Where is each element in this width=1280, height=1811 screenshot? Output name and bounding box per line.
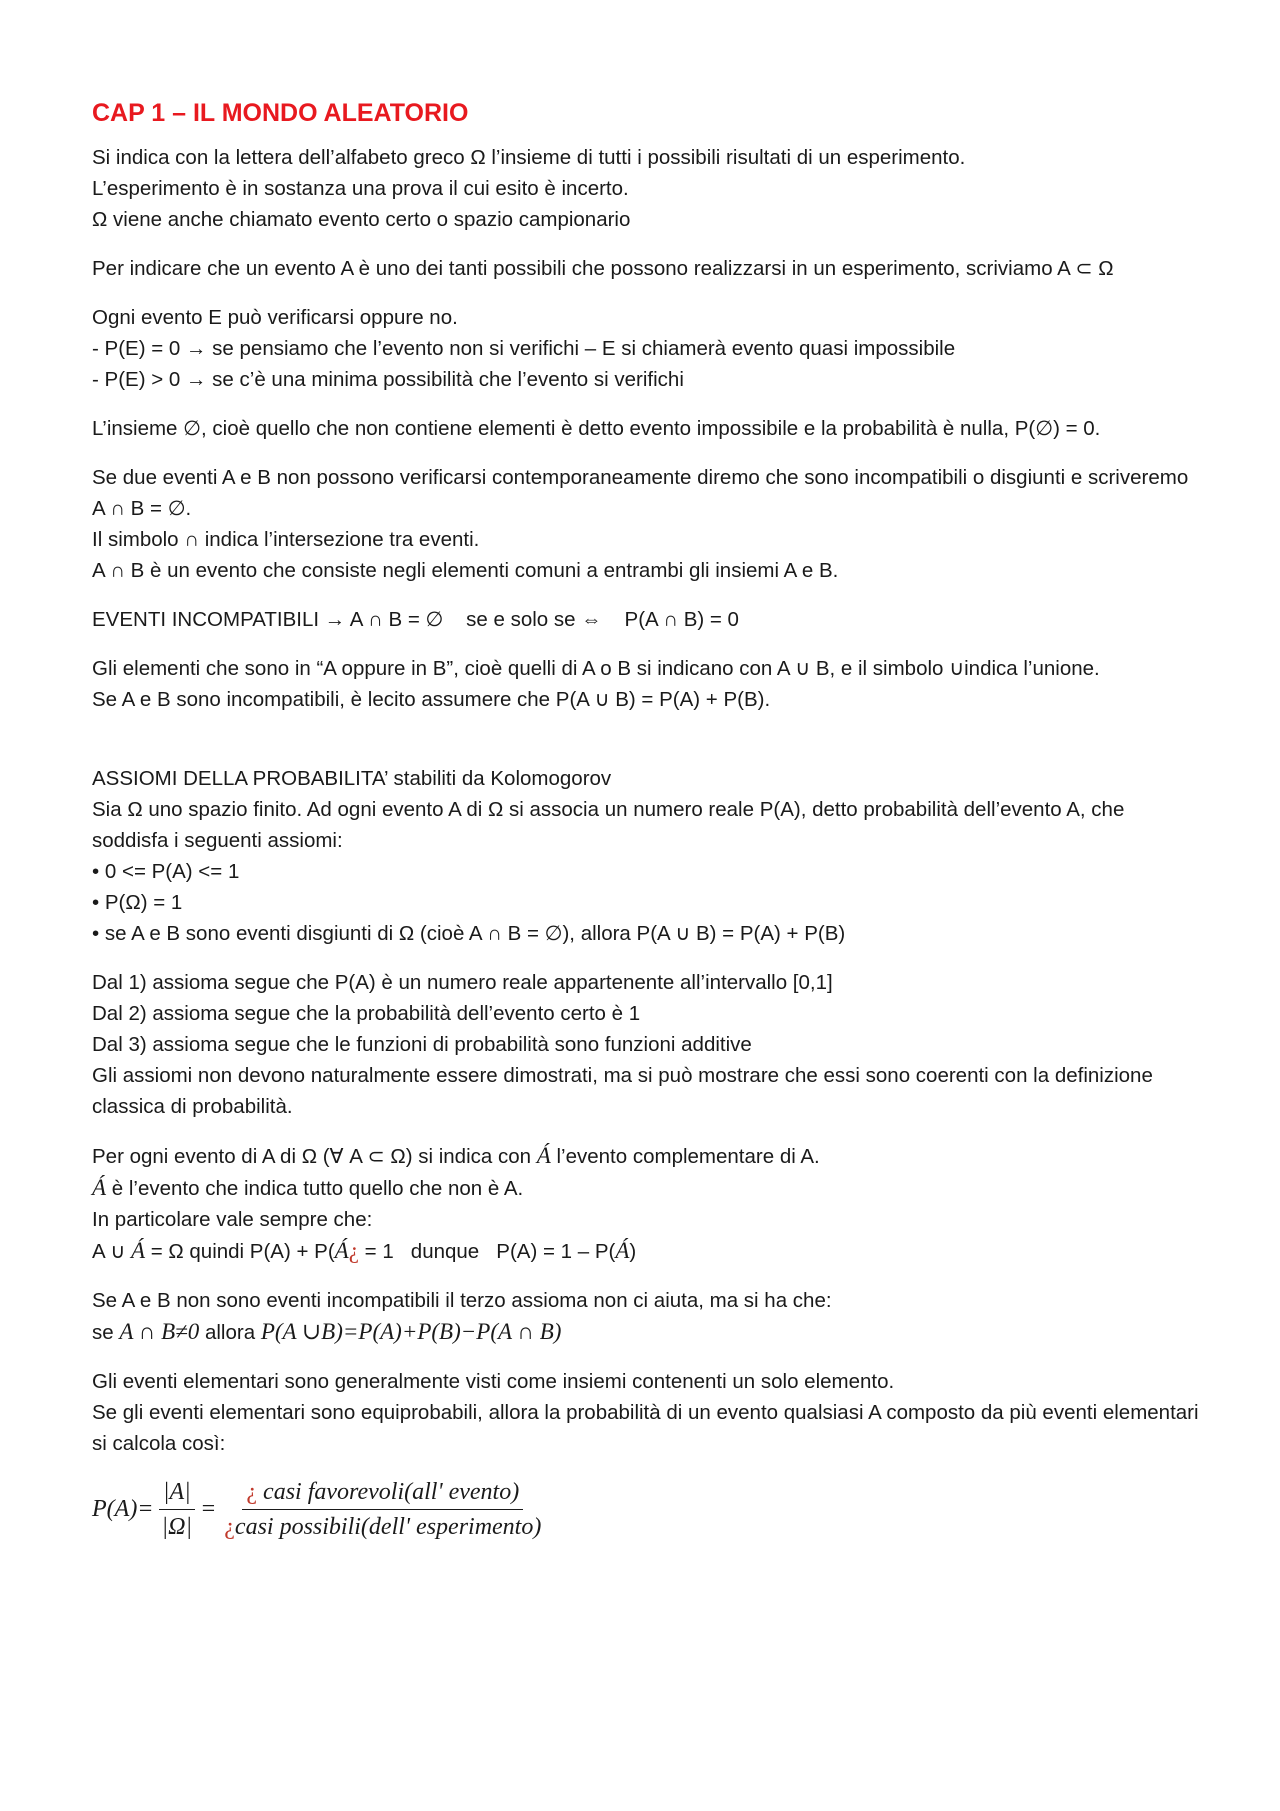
text-fragment: l’evento complementare di A. bbox=[550, 1145, 820, 1168]
text-fragment: casi possibili(dell' esperimento) bbox=[234, 1514, 542, 1540]
text-fragment: è l’evento che indica tutto quello che non è A. bbox=[106, 1177, 524, 1200]
text-line: - P(E) = 0 → se pensiamo che l’evento non si verifichi – E si chiamerà evento quasi impossibile bbox=[92, 337, 956, 360]
text-line bbox=[92, 1235, 1202, 1267]
formula-equals: = bbox=[200, 1496, 217, 1522]
text-line: Se due eventi A e B non possono verificarsi contemporaneamente diremo che sono incompatibili o disgiunti e scriveremo A ∩ B = ∅. bbox=[92, 466, 1189, 520]
text-line: Gli elementi che sono in “A oppure in B”, cioè quelli di A o B si indicano con A ∪ B, e il simbolo ∪indica l’unione. bbox=[92, 657, 1100, 680]
fraction-denominator: |Ω| bbox=[161, 1514, 193, 1540]
intro-paragraph bbox=[92, 142, 1202, 235]
spacer bbox=[92, 733, 1202, 763]
text-fragment: casi favorevoli(all' evento) bbox=[257, 1479, 520, 1505]
probability-formula bbox=[92, 1477, 1202, 1542]
union-paragraph bbox=[92, 653, 1202, 715]
non-incompatible-paragraph bbox=[92, 1285, 1202, 1348]
subset-paragraph bbox=[92, 253, 1202, 284]
text-fragment: allora bbox=[199, 1321, 261, 1344]
a-complement-symbol: Á bbox=[334, 1238, 349, 1263]
text-line: In particolare vale sempre che: bbox=[92, 1208, 373, 1231]
fraction-cardinality bbox=[158, 1477, 197, 1542]
text-fragment: se bbox=[92, 1321, 120, 1344]
math-expression: A ∩ B≠0 bbox=[119, 1319, 200, 1344]
axiom-item: • se A e B sono eventi disgiunti di Ω (cioè A ∩ B = ∅), allora P(A ∪ B) = P(A) + P(B) bbox=[92, 922, 846, 945]
text-line: Sia Ω uno spazio finito. Ad ogni evento A di Ω si associa un numero reale P(A), detto probabilità dell’evento A, che soddisfa i seguenti assiomi: bbox=[92, 798, 1125, 852]
text-line: Dal 3) assioma segue che le funzioni di probabilità sono funzioni additive bbox=[92, 1033, 752, 1056]
text-line: Se gli eventi elementari sono equiprobabili, allora la probabilità di un evento qualsiasi A composto da più eventi elementari si calcola così: bbox=[92, 1401, 1199, 1455]
text-line: Se A e B sono incompatibili, è lecito assumere che P(A ∪ B) = P(A) + P(B). bbox=[92, 688, 771, 711]
text-line: Il simbolo ∩ indica l’intersezione tra eventi. bbox=[92, 528, 480, 551]
fraction-numerator bbox=[242, 1477, 523, 1510]
a-complement-symbol: Á bbox=[92, 1175, 107, 1200]
text-line: - P(E) > 0 → se c’è una minima possibilità che l’evento si verifichi bbox=[92, 368, 684, 391]
text-line: L’esperimento è in sostanza una prova il cui esito è incerto. bbox=[92, 177, 629, 200]
text-line: Gli eventi elementari sono generalmente visti come insiemi contenenti un solo elemento. bbox=[92, 1370, 895, 1393]
text-fragment: A ∪ bbox=[92, 1240, 131, 1263]
text-line: Per indicare che un evento A è uno dei tanti possibili che possono realizzarsi in un esperimento, scriviamo A ⊂ Ω bbox=[92, 257, 1114, 280]
axiom-item: • 0 <= P(A) <= 1 bbox=[92, 860, 240, 883]
a-complement-symbol: Á bbox=[536, 1143, 551, 1168]
disjoint-paragraph bbox=[92, 462, 1202, 586]
chapter-title: CAP 1 – IL MONDO ALEATORIO bbox=[92, 99, 469, 127]
axiom-item: • P(Ω) = 1 bbox=[92, 891, 183, 914]
axioms-heading: ASSIOMI DELLA PROBABILITA’ stabiliti da Kolomogorov bbox=[92, 767, 612, 790]
elementary-paragraph bbox=[92, 1366, 1202, 1459]
placeholder-glyph: ¿ bbox=[348, 1238, 359, 1263]
incompatible-paragraph bbox=[92, 604, 1202, 635]
axioms-section bbox=[92, 763, 1202, 949]
text-line bbox=[92, 1316, 1202, 1348]
text-line bbox=[92, 1140, 1202, 1172]
math-expression: P(A ∪B)=P(A)+P(B)−P(A ∩ B) bbox=[260, 1319, 562, 1344]
document-page bbox=[92, 96, 1202, 1542]
text-fragment: = 1 dunque P(A) = 1 – P( bbox=[358, 1240, 616, 1263]
a-complement-symbol: Á bbox=[130, 1238, 146, 1263]
verify-paragraph bbox=[92, 302, 1202, 395]
text-line: Dal 1) assioma segue che P(A) è un numero reale appartenente all’intervallo [0,1] bbox=[92, 971, 833, 994]
a-complement-symbol: Á bbox=[615, 1238, 630, 1263]
complement-paragraph bbox=[92, 1140, 1202, 1267]
empty-set-paragraph bbox=[92, 413, 1202, 444]
text-line: Ogni evento E può verificarsi oppure no. bbox=[92, 306, 458, 329]
consequences-paragraph bbox=[92, 967, 1202, 1122]
text-line: Dal 2) assioma segue che la probabilità dell’evento certo è 1 bbox=[92, 1002, 641, 1025]
formula-lhs: P(A)= bbox=[92, 1496, 154, 1522]
text-fragment: ) bbox=[629, 1240, 637, 1263]
text-line: A ∩ B è un evento che consiste negli elementi comuni a entrambi gli insiemi A e B. bbox=[92, 559, 839, 582]
text-line: Ω viene anche chiamato evento certo o spazio campionario bbox=[92, 208, 631, 231]
fraction-denominator bbox=[220, 1510, 545, 1542]
fraction-cases bbox=[220, 1477, 545, 1542]
text-line: Si indica con la lettera dell’alfabeto greco Ω l’insieme di tutti i possibili risultati di un esperimento. bbox=[92, 146, 966, 169]
text-line: L’insieme ∅, cioè quello che non contiene elementi è detto evento impossibile e la probabilità è nulla, P(∅) = 0. bbox=[92, 417, 1101, 440]
text-line: Se A e B non sono eventi incompatibili il terzo assioma non ci aiuta, ma si ha che: bbox=[92, 1289, 832, 1312]
text-fragment: Per ogni evento di A di Ω (∀ A ⊂ Ω) si indica con bbox=[92, 1145, 537, 1168]
text-line: EVENTI INCOMPATIBILI → A ∩ B = ∅ se e solo se ⇔ P(A ∩ B) = 0 bbox=[92, 608, 739, 631]
placeholder-glyph: ¿ bbox=[224, 1514, 235, 1540]
fraction-numerator: |A| bbox=[159, 1477, 195, 1510]
placeholder-glyph: ¿ bbox=[246, 1479, 258, 1505]
text-line bbox=[92, 1172, 1202, 1204]
text-fragment: = Ω quindi P(A) + P( bbox=[145, 1240, 335, 1263]
text-line: Gli assiomi non devono naturalmente essere dimostrati, ma si può mostrare che essi sono coerenti con la definizione classica di probabilità. bbox=[92, 1064, 1153, 1118]
